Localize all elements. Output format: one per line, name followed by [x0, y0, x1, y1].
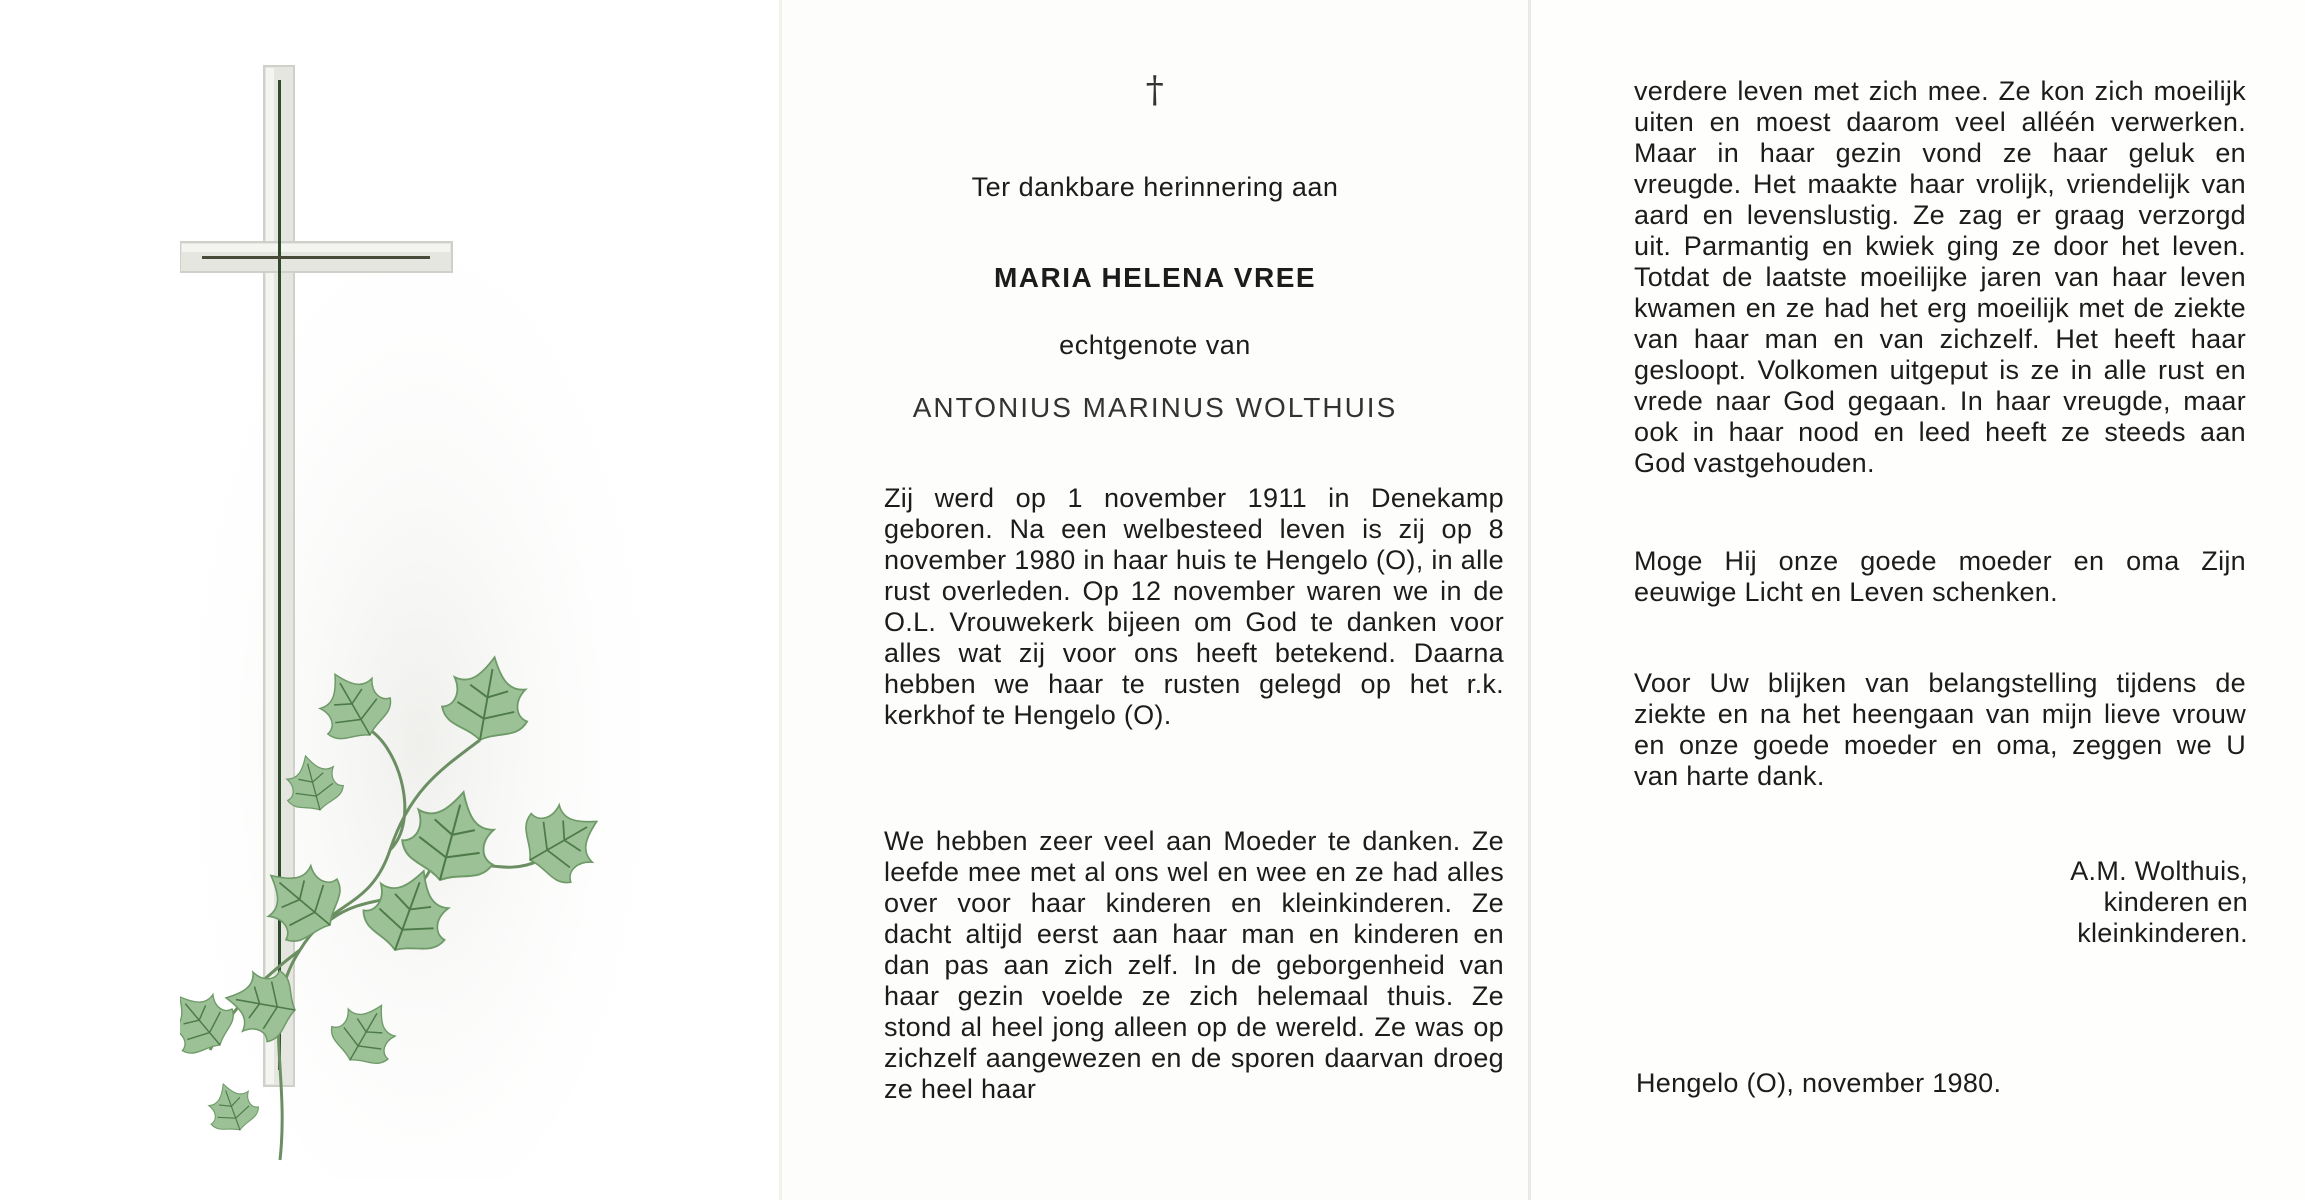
signature-line: A.M. Wolthuis,	[2070, 856, 2248, 886]
signature-line: kleinkinderen.	[2077, 918, 2248, 948]
deceased-name: MARIA HELENA VREE	[993, 262, 1317, 293]
thanks-paragraph: Voor Uw blijken van belangstelling tijdens de ziekte en na het heengaan van mijn lieve vrouw en onze goede moeder en oma, zeggen we U van harte dank.	[1634, 668, 2246, 791]
place-date: Hengelo (O), november 1980.	[1636, 1068, 2002, 1098]
signature-line: kinderen en	[2103, 887, 2248, 917]
tribute-paragraph-continued: verdere leven met zich mee. Ze kon zich moeilijk uiten en moest daarom veel alléén verwerken. Maar in haar gezin vond ze haar geluk en vreugde. Het maakte haar vrolijk, vriendelijk van aard en levenslustig. Ze zag er graag verzorgd uit. Parmantig en kwiek ging ze door het leven. Totdat de laatste moeilijke jaren van haar leven kwamen en ze had het erg moeilijk met de ziekte van haar man en van zichzelf. Het heeft haar gesloopt. Volkomen uitgeput is ze in alle rust en vrede naar God gegaan. In haar vreugde, maar ook in haar nood en leed heeft ze steeds aan God vastgehouden.	[1634, 76, 2246, 478]
prayer-paragraph: Moge Hij onze goede moeder en oma Zijn eeuwige Licht en Leven schenken.	[1634, 546, 2246, 607]
tribute-paragraph: We hebben zeer veel aan Moeder te danken. Ze leefde mee met al ons wel en wee en ze had alles over voor haar kinderen en kleinkinderen. Ze dacht altijd eerst aan haar man en kinderen en dan pas aan zich zelf. In de geborgenheid van haar gezin voelde ze zich helemaal thuis. Ze stond al heel jong alleen op de wereld. Ze was op zichzelf aangewezen en de sporen daarvan droeg ze heel haar	[884, 826, 1504, 1104]
cross-with-ivy-illustration	[180, 50, 660, 1180]
spouse-name: ANTONIUS MARINUS WOLTHUIS	[912, 392, 1398, 423]
dagger-symbol: †	[1145, 70, 1165, 111]
spouse-label: echtgenote van	[1059, 330, 1251, 360]
signature-block	[1900, 856, 2248, 949]
intro-line: Ter dankbare herinnering aan	[971, 172, 1339, 202]
biography-paragraph: Zij werd op 1 november 1911 in Denekamp geboren. Na een welbesteed leven is zij op 8 november 1980 in haar huis te Hengelo (O), in alle rust overleden. Op 12 november waren we in de O.L. Vrouwekerk bijeen om God te danken voor alles wat zij voor ons heeft betekend. Daarna hebben we haar te rusten gelegd op het r.k. kerkhof te Hengelo (O).	[884, 483, 1504, 730]
